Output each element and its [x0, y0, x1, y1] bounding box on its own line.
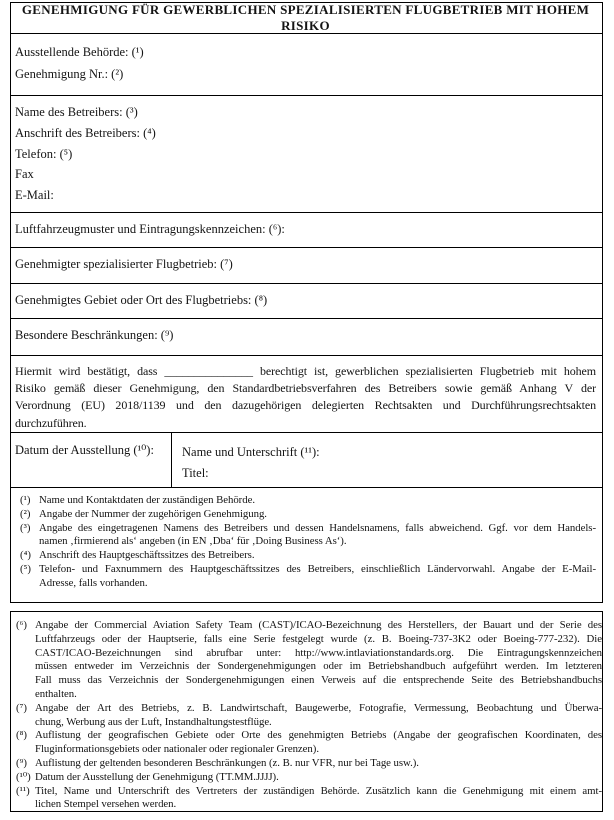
footnote-line: enthalten. [35, 687, 77, 700]
operator-phone-label: Telefon: (⁵) [15, 146, 73, 161]
footnote [15, 549, 596, 563]
operation-section [11, 248, 602, 284]
footnote-line: Fluginformationsgebiets oder nationaler oder regionaler Grenzen). [35, 743, 319, 756]
authorisation-form-box [10, 2, 603, 603]
footnote-marker: (¹⁰) [16, 770, 31, 783]
footnote-text [35, 785, 602, 812]
footnote [15, 494, 596, 508]
issue-date-label: Datum der Ausstellung (¹⁰): [15, 443, 154, 457]
footnote [11, 757, 602, 771]
footnote-line: Angabe der Nummer der zugehörigen Genehmigung. [39, 507, 267, 520]
aircraft-section [11, 213, 602, 248]
footnote-line: Angabe des eingetragenen Namens des Betreibers und dessen Handelsnamens, falls abweichend. Ggf. vor dem Handels- [39, 521, 596, 534]
footnote-line: Angabe der Art des Betriebs, z. B. Landwirtschaft, Baugewerbe, Fotografie, Vermessung, Beobachtung und Überwa- [35, 701, 602, 714]
footnote-line: Adresse, falls vorhanden. [39, 576, 148, 589]
operator-fax-label: Fax [15, 167, 34, 182]
footnote-line: Datum der Ausstellung der Genehmigung (TT.MM.JJJJ). [35, 770, 279, 783]
footnote-marker: (⁵) [20, 562, 31, 575]
operator-email-label: E-Mail: [15, 188, 54, 203]
signature-cell [172, 433, 602, 487]
footnote-marker: (⁴) [20, 549, 31, 562]
form-title: GENEHMIGUNG FÜR GEWERBLICHEN SPEZIALISIERTEN FLUGBETRIEB MIT HOHEM RISIKO [11, 3, 602, 34]
footnote-text [39, 549, 596, 563]
footnote-line: Name und Kontaktdaten der zuständigen Behörde. [39, 494, 255, 506]
footnote-text [35, 757, 602, 771]
area-section [11, 284, 602, 319]
footnote-line: Anschrift des Hauptgeschäftssitzes des Betreibers. [39, 549, 255, 562]
issuing-authority-section [11, 34, 602, 96]
footnote-marker: (¹) [20, 494, 31, 506]
footnote-line: chung, Werbung aus der Luft, Instandhaltungstestflüge. [35, 715, 272, 728]
footnote [15, 522, 596, 550]
signature-label: Name und Unterschrift (¹¹): [182, 445, 320, 459]
footnote-text [35, 771, 602, 785]
footnote-marker: (⁷) [16, 701, 27, 714]
footnote-marker: (⁶) [16, 619, 27, 631]
footnote [11, 785, 602, 812]
footnote-line: namen ‚firmierend als‘ angeben (in EN ‚Dba‘ für ‚Doing Business As‘). [39, 535, 347, 548]
footnote-text [35, 619, 602, 702]
footnote-text [39, 522, 596, 550]
footnote [11, 702, 602, 730]
footnote-text [39, 508, 596, 522]
footnote-text [39, 494, 596, 508]
footnote-line: Titel, Name und Unterschrift des Vertreters der zuständigen Behörde. Zusätzlich kann die Genehmigung mit einem amt- [35, 784, 602, 797]
footnote-line: Auflistung der geografischen Gebiete oder Orte des genehmigten Betriebs (Angabe der geografischen Koordinaten, des [35, 729, 602, 742]
operator-section [11, 96, 602, 213]
operation-label: Genehmigter spezialisierter Flugbetrieb: (⁷) [15, 257, 233, 271]
footnotes-1-5 [11, 488, 602, 603]
issue-date-cell [11, 433, 172, 487]
footnote-line: Angabe der Commercial Aviation Safety Team (CAST)/ICAO-Bezeichnung des Herstellers, der Bauart und der Serie des [35, 619, 602, 631]
statement-line: Risiko gemäß dieser Genehmigung, den Standardbetriebsverfahren des Betreibers sowie gemäß Anhang V der [15, 381, 596, 396]
authorisation-number-label: Genehmigung Nr.: (²) [15, 67, 124, 81]
issuing-authority-label: Ausstellende Behörde: (¹) [15, 45, 144, 59]
footnote-line: lichen Stempel versehen werden. [35, 798, 177, 811]
footnote [15, 508, 596, 522]
footnote [11, 729, 602, 757]
footnote [15, 563, 596, 591]
footnote-line: Luftfahrzeugs oder der Hauptserie, falls eine Serie festgelegt wurde (z. B. Boeing-737-3K2 oder Boeing-777-232). Die [35, 632, 602, 645]
footnote-marker: (⁸) [16, 729, 27, 742]
area-label: Genehmigtes Gebiet oder Ort des Flugbetriebs: (⁸) [15, 293, 268, 307]
certification-statement [11, 356, 602, 433]
footnote-marker: (²) [20, 507, 31, 520]
footnote-text [35, 702, 602, 730]
footnote [11, 619, 602, 702]
footnote-line: Telefon- und Faxnummern des Hauptgeschäftssitzes des Betreibers, einschließlich Ländervorwahl. Angabe der E-Mail- [39, 562, 596, 575]
statement-line: Hiermit wird bestätigt, dass _______________ berechtigt ist, gewerblichen spezialisierten Flugbetrieb mit hohem [15, 364, 596, 378]
limitations-label: Besondere Beschränkungen: (⁹) [15, 328, 174, 342]
aircraft-label: Luftfahrzeugmuster und Eintragungskennzeichen: (⁶): [15, 222, 285, 236]
footnote-marker: (³) [20, 521, 31, 534]
title-label: Titel: [182, 466, 209, 480]
footnotes-6-11-box [10, 611, 603, 812]
footnote-line: müssen entweder im Verzeichnis der Sondergenehmigungen oder im Betriebshandbuch aufgeführt werden. Im letzteren [35, 660, 602, 673]
footnote [11, 771, 602, 785]
footnote-text [39, 563, 596, 591]
footnote-marker: (⁹) [16, 756, 27, 769]
footnote-text [35, 729, 602, 757]
footnote-marker: (¹¹) [16, 784, 30, 797]
issue-signature-section [11, 433, 602, 488]
operator-name-label: Name des Betreibers: (³) [15, 105, 138, 119]
footnote-line: CAST/ICAO-Bezeichnungen sind abrufbar unter: http://www.intlaviationstandards.org. Die Eintragungskennzeichen [35, 646, 602, 659]
operator-address-label: Anschrift des Betreibers: (⁴) [15, 125, 156, 140]
footnote-line: Fall muss das Verzeichnis der Sondergenehmigungen einen Verweis auf die entsprechende Seite des Betriebshandbuchs [35, 674, 602, 687]
footnote-line: Auflistung der geltenden besonderen Beschränkungen (z. B. nur VFR, nur bei Tage usw.). [35, 756, 419, 769]
limitations-section [11, 319, 602, 356]
statement-line: Verordnung (EU) 2018/1139 und den dazugehörigen delegierten Rechtsakten und Durchführungsrechtsakten [15, 398, 596, 413]
statement-line: durchzuführen. [15, 415, 87, 430]
